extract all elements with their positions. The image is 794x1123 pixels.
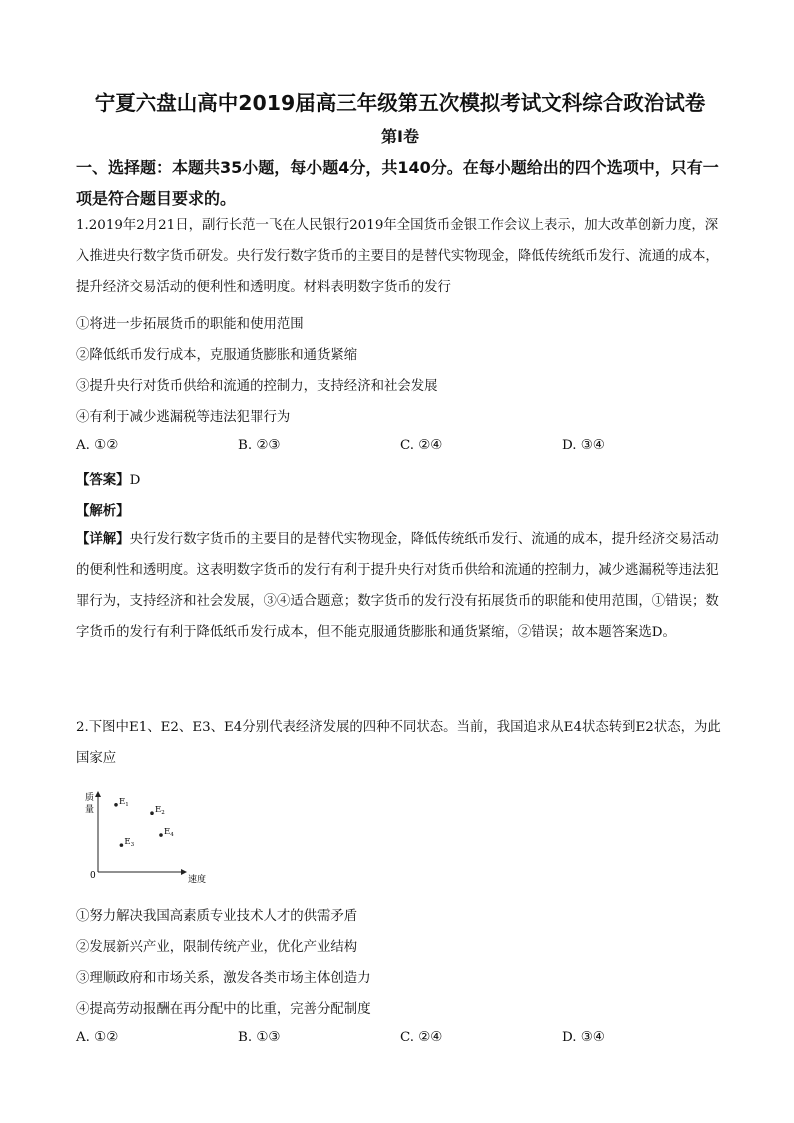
point-label-e2: $E_2$ [155, 805, 165, 817]
point-e3 [120, 843, 124, 847]
q2-option-c: C. ②④ [400, 1030, 443, 1045]
q1-item-2: ②降低纸币发行成本，克服通货膨胀和通货紧缩 [76, 348, 358, 363]
point-e4 [159, 833, 163, 837]
answer-tag: 【答案】 [76, 473, 130, 488]
q1-answer [76, 469, 140, 488]
q2-stem: 2.下图中E1、E2、E3、E4分别代表经济发展的四种不同状态。当前，我国追求从E4状态转到E2状态，为此国家应 [76, 720, 721, 766]
x-axis-label: 速度 [188, 875, 207, 885]
q1-option-c: C. ②④ [400, 438, 443, 453]
y-axis-label-2: 量 [85, 805, 95, 815]
q2-item-3: ③理顺政府和市场关系，激发各类市场主体创造力 [76, 971, 371, 986]
point-e2 [150, 811, 154, 815]
q2-item-2: ②发展新兴产业，限制传统产业，优化产业结构 [76, 940, 358, 955]
q2-item-4: ④提高劳动报酬在再分配中的比重，完善分配制度 [76, 1002, 371, 1017]
point-label-e3: $E_3$ [124, 837, 135, 849]
q1-option-b: B. ②③ [238, 438, 281, 453]
point-e1 [114, 803, 118, 807]
data-points [114, 797, 174, 848]
economy-state-chart [76, 786, 226, 886]
q1-item-3: ③提升央行对货币供给和流通的控制力，支持经济和社会发展 [76, 379, 438, 394]
q1-option-a: A. ①② [76, 438, 119, 453]
q1-detail [76, 524, 728, 648]
q1-item-4: ④有利于减少逃漏税等违法犯罪行为 [76, 410, 291, 425]
q1-analysis-tag [76, 500, 130, 519]
detail-text: 央行发行数字货币的主要目的是替代实物现金，降低传统纸币发行、流通的成本，提升经济交易活动的便利性和透明度。这表明数字货币的发行有利于提升央行对货币供给和流通的控制力，减少逃漏税等违法犯罪行为，支持经济和社会发展，③④适合题意；数字货币的发行没有拓展货币的职能和使用范围，①错误；数字货币的发行有利于降低纸币发行成本，但不能克服通货膨胀和通货紧缩，②错误；故本题答案选D。 [76, 532, 719, 640]
analysis-tag: 【解析】 [76, 504, 130, 519]
q1-option-d: D. ③④ [562, 438, 605, 453]
q1-stem: 1.2019年2月21日，副行长范一飞在人民银行2019年全国货币金银工作会议上表示，加大改革创新力度，深入推进央行数字货币研发。央行发行数字货币的主要目的是替代实物现金，降低传统纸币发行、流通的成本，提升经济交易活动的便利性和透明度。材料表明数字货币的发行 [76, 218, 719, 295]
q2-option-d: D. ③④ [562, 1030, 605, 1045]
answer-value: D [129, 473, 141, 488]
q2-option-b: B. ①③ [238, 1030, 281, 1045]
origin-label: 0 [90, 871, 96, 881]
q2-item-1: ①努力解决我国高素质专业技术人才的供需矛盾 [76, 909, 358, 924]
point-label-e1: $E_1$ [119, 796, 129, 808]
y-axis-label-1: 质 [85, 793, 95, 803]
exam-title: 宁夏六盘山高中2019届高三年级第五次模拟考试文科综合政治试卷 [94, 91, 706, 115]
section-header: 一、选择题：本题共35小题，每小题4分，共140分。在每小题给出的四个选项中，只有一项是符合题目要求的。 [76, 158, 719, 208]
q2-option-a: A. ①② [76, 1030, 119, 1045]
q1-item-1: ①将进一步拓展货币的职能和使用范围 [76, 317, 304, 332]
detail-tag: 【详解】 [76, 532, 130, 547]
point-label-e4: $E_4$ [164, 827, 174, 839]
volume-subtitle: 第I卷 [381, 127, 419, 146]
